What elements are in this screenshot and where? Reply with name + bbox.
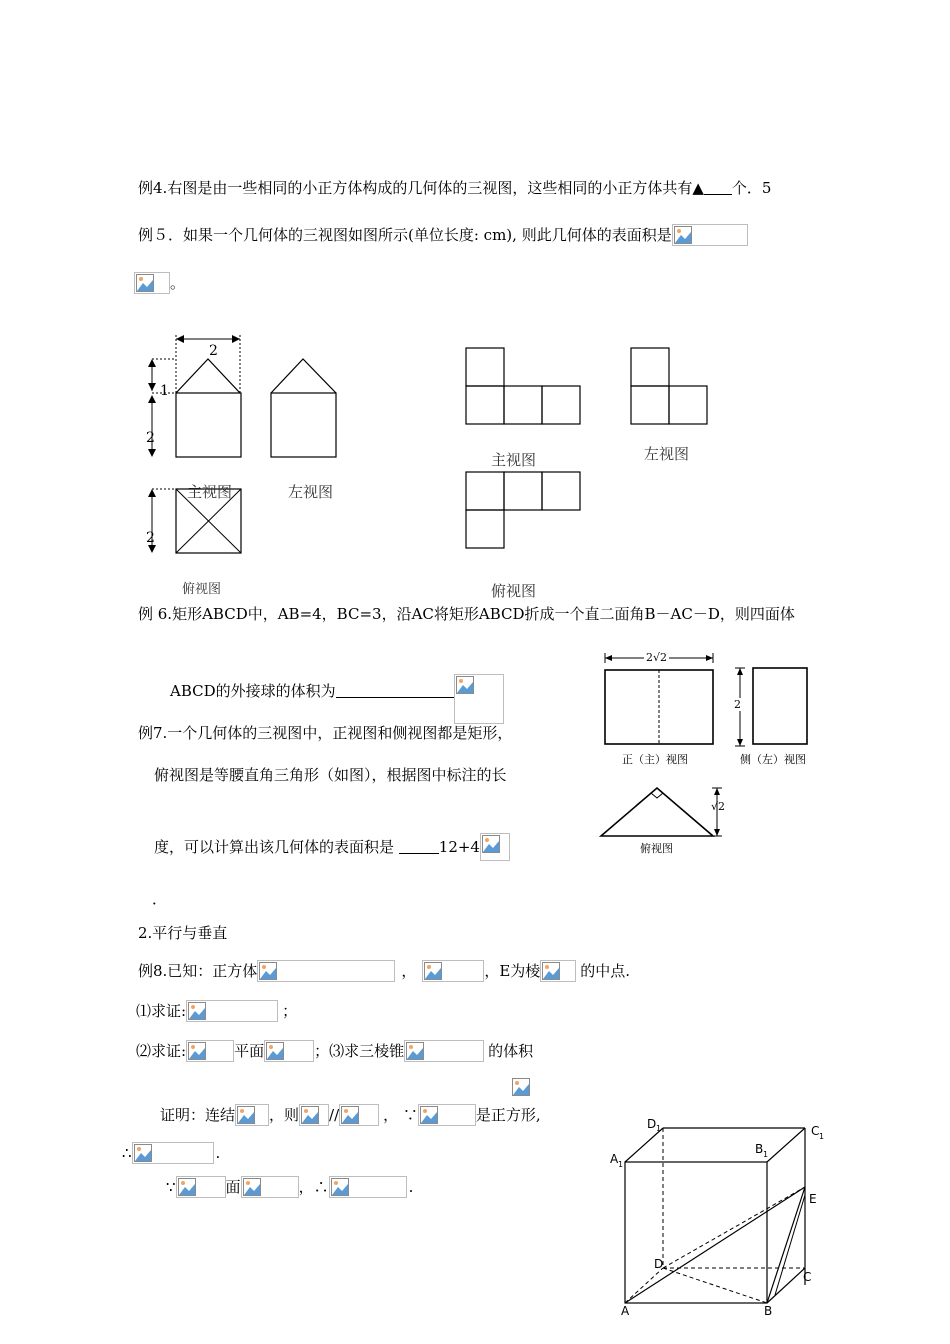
formula-image — [480, 833, 510, 861]
example-7-line-3 — [154, 833, 510, 861]
image-placeholder-icon — [674, 226, 692, 244]
example-4-tail: 个．5 — [731, 179, 772, 197]
side-view-caption: 侧（左）视图 — [740, 753, 806, 766]
proof-line-3 — [166, 1176, 413, 1198]
dim-label-roof: 1 — [160, 383, 169, 399]
top-view-caption: 俯视图 — [640, 842, 673, 855]
section-2-title: 2.平行与垂直 — [138, 924, 228, 942]
volume-text: 的体积 — [488, 1042, 534, 1060]
subscript: 1 — [819, 1132, 825, 1141]
formula-image — [235, 1104, 269, 1126]
comma: ， — [401, 962, 417, 980]
image-placeholder-icon — [178, 1178, 196, 1196]
vertex-a-label: A — [621, 1304, 630, 1318]
part-1-label: ⑴求证: — [136, 1002, 187, 1020]
answer-blank — [399, 853, 439, 854]
subscript: 1 — [618, 1160, 624, 1169]
section-title — [138, 923, 227, 943]
part-2-3 — [136, 1040, 533, 1062]
vertex-c1-label: C — [811, 1124, 820, 1138]
image-placeholder-icon — [512, 1078, 530, 1096]
period: . — [408, 1178, 414, 1196]
vertex-d-label: D — [654, 1257, 664, 1271]
formula-image — [264, 1040, 314, 1062]
example-7 — [138, 723, 512, 743]
formula-image — [186, 1000, 278, 1022]
example-5 — [138, 224, 748, 246]
example-6-text: 例 6.矩形ABCD中，AB=4，BC=3，沿AC将矩形ABCD折成一个直二面角B－AC－D，则四面体 — [138, 605, 795, 623]
part-3-label: ；⑶求三棱锥 — [314, 1042, 405, 1060]
formula-image — [454, 674, 504, 724]
image-placeholder-icon — [243, 1178, 261, 1196]
example-7-line-2 — [154, 765, 507, 785]
formula-image — [329, 1176, 407, 1198]
image-placeholder-icon — [188, 1002, 206, 1020]
formula-image — [132, 1142, 214, 1164]
example-5-line-2 — [134, 272, 185, 294]
vertex-a1-label: A — [610, 1152, 619, 1166]
image-placeholder-icon — [266, 1042, 284, 1060]
proof-text: ， ∵ — [383, 1106, 418, 1124]
example-7-answer: 12+4 — [438, 838, 480, 856]
height-label: 2 — [734, 698, 741, 711]
dim-label-plan: 2 — [146, 530, 155, 546]
proof-text: 证明：连结 — [160, 1106, 236, 1124]
example-8 — [138, 960, 630, 982]
top-view-caption: 俯视图 — [491, 582, 537, 600]
formula-image — [176, 1176, 226, 1198]
image-placeholder-icon — [341, 1106, 359, 1124]
formula-image — [422, 960, 484, 982]
formula-image — [511, 1077, 529, 1097]
example-7-end: ． — [152, 890, 168, 908]
plane-text: 平面 — [234, 1042, 265, 1060]
parallel-symbol: // — [329, 1106, 340, 1124]
example-4-text: 右图是由一些相同的小正方体构成的几何体的三视图，这些相同的小正方体共有 — [167, 179, 693, 197]
vertex-b1-label: B — [755, 1142, 764, 1156]
part-2-label: ⑵求证: — [136, 1042, 187, 1060]
because-symbol: ∵ — [166, 1178, 176, 1196]
semicolon: ； — [282, 1002, 298, 1020]
answer-blank — [336, 697, 454, 698]
plane-text: 面 — [225, 1178, 241, 1196]
vertex-e-label: E — [809, 1192, 817, 1206]
proof-text: 是正方形, — [475, 1106, 541, 1124]
formula-image — [257, 960, 395, 982]
formula-image — [418, 1104, 476, 1126]
dim-label-body: 2 — [146, 430, 155, 446]
front-view-caption: 主视图 — [187, 483, 233, 501]
part-1 — [136, 1000, 297, 1022]
example-5-end: 。 — [170, 274, 186, 292]
example-8-text: 例8.已知：正方体 — [138, 962, 258, 980]
front-view-caption: 正（主）视图 — [622, 753, 688, 766]
three-view-house-figure — [140, 325, 360, 565]
proof-text: ，∴ — [298, 1178, 329, 1196]
top-view-caption: 俯视图 — [182, 582, 222, 597]
width-label: 2√2 — [646, 651, 668, 664]
example-4 — [138, 178, 771, 198]
example-5-text: 例５．如果一个几何体的三视图如图所示(单位长度: cm), 则此几何体的表面积是 — [138, 226, 672, 244]
image-placeholder-icon — [424, 962, 442, 980]
vertex-b-label: B — [764, 1304, 773, 1318]
formula-image — [404, 1040, 484, 1062]
formula-image — [134, 272, 170, 294]
example-6-text-2: ABCD的外接球的体积为 — [170, 682, 336, 700]
depth-label: √2 — [711, 800, 726, 813]
subscript: 1 — [763, 1150, 769, 1159]
image-placeholder-icon — [420, 1106, 438, 1124]
left-view-caption: 左视图 — [288, 483, 334, 501]
image-placeholder-icon — [482, 835, 500, 853]
example-8-text: ，E为棱 — [484, 962, 541, 980]
image-placeholder-icon — [301, 1106, 319, 1124]
subscript: 1 — [656, 1124, 662, 1133]
image-placeholder-icon — [542, 962, 560, 980]
example-4-label: 例4. — [138, 179, 168, 197]
period: . — [215, 1144, 221, 1162]
image-placeholder-icon — [259, 962, 277, 980]
proof-text: ，则 — [269, 1106, 300, 1124]
image-placeholder-icon — [456, 676, 474, 694]
answer-blank — [704, 194, 732, 195]
left-view-caption: 左视图 — [644, 445, 690, 463]
cube-figure — [605, 1115, 830, 1320]
proof-line-1 — [160, 1104, 541, 1126]
formula-image — [540, 960, 576, 982]
image-placeholder-icon — [237, 1106, 255, 1124]
example-7-line-4 — [152, 889, 167, 909]
example-8-text: 的中点. — [580, 962, 631, 980]
image-placeholder-icon — [136, 274, 154, 292]
image-placeholder-icon — [331, 1178, 349, 1196]
formula-image — [186, 1040, 234, 1062]
front-view-caption: 主视图 — [491, 451, 537, 469]
vertex-d1-label: D — [647, 1117, 657, 1131]
example-7-text-2: 俯视图是等腰直角三角形（如图），根据图中标注的长 — [154, 766, 507, 784]
example-6-line-2 — [170, 674, 504, 724]
proof-line-2 — [122, 1142, 220, 1164]
image-placeholder-icon — [406, 1042, 424, 1060]
image-placeholder-icon — [188, 1042, 206, 1060]
formula-image — [241, 1176, 299, 1198]
image-placeholder-icon — [134, 1144, 152, 1162]
example-7-text-3: 度，可以计算出该几何体的表面积是 — [154, 838, 399, 856]
formula-image — [339, 1104, 379, 1126]
vertex-c-label: C — [803, 1270, 812, 1284]
example-7-text-1: 例7.一个几何体的三视图中，正视图和侧视图都是矩形， — [138, 724, 513, 742]
formula-image — [672, 224, 748, 246]
triangle-mark: ▲ — [692, 179, 704, 197]
therefore-symbol: ∴ — [122, 1144, 132, 1162]
formula-image — [299, 1104, 329, 1126]
example-6 — [138, 604, 795, 624]
dim-label-top: 2 — [209, 343, 218, 359]
